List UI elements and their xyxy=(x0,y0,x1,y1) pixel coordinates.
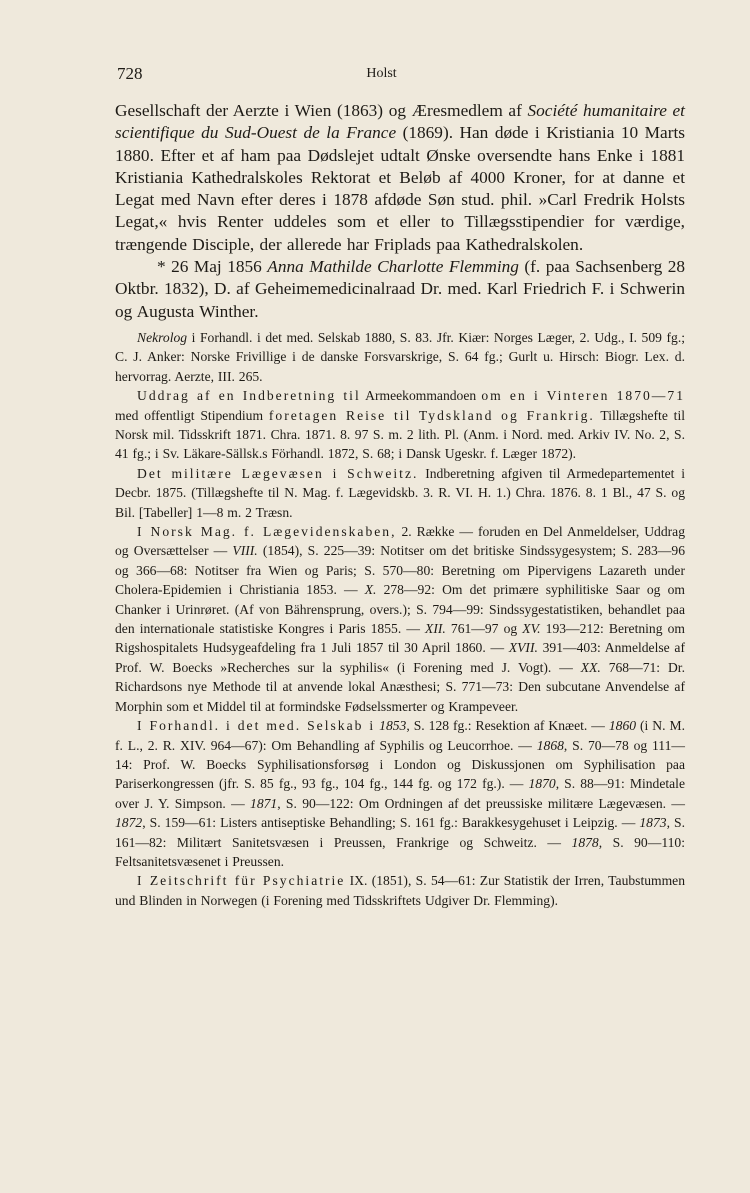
main-text xyxy=(115,100,685,323)
reference-norsk-mag: I Norsk Mag. f. Lægevidenskaben, 2. Række — foruden en Del Anmeldelser, Uddrag og Oversættelser — VIII. (1854), S. 225—39: Notitser om det britiske Sindssygesystem; S. 283—96 og 366—68: Notitser fra Wien og Paris; S. 570—80: Beretning om Pipervigens Lazareth under Cholera-Epidemien i Christiania 1853. — X. 278—92: Om det primære syphilitiske Saar og om Chanker i Urinrøret. (Af von Bährensprung, overs.); S. 794—99: Sindssygestatistiken, behandlet paa den internationale statistiske Kongres i Paris 1855. — XII. 761—97 og XV. 193—212: Beretning om Rigshospitalets Hudsygeafdeling fra 1 Juli 1857 til 30 April 1860. — XVII. 391—403: Anmeldelse af Prof. W. Boecks »Recherches sur la syphilis« (i Forening med J. Vogt). — XX. 768—71: Dr. Richardsons nye Methode til at anvende lokal Anæsthesi; S. 771—73: Den subcutane Anvendelse af Morphin som et Middel til at formindske Fødselssmerter og Krampeveer. xyxy=(115,524,686,714)
biography-paragraph: Gesellschaft der Aerzte i Wien (1863) og Æresmedlem af Société humanitaire et scientifique du Sud-Ouest de la France (1869). Han døde i Kristiania 10 Marts 1880. Efter et af ham paa Dødslejet udtalt Ønske oversendte hans Enke i 1881 Kristiania Kathedralskoles Rektorat et Beløb af 4000 Kroner, for at danne et Legat med Navn efter deres i 1878 afdøde Søn stud. phil. »Carl Fredrik Holsts Legat,« hvis Renter uddeles som et eller to Tillægsstipendier for værdige, trængende Disciple, der allerede har Friplads paa Kathedralskolen. xyxy=(115,101,685,254)
page-header xyxy=(117,64,646,88)
reference-zeitschrift: I Zeitschrift für Psychiatrie IX. (1851), S. 54—61: Zur Statistik der Irren, Taubstummen und Blinden in Norwegen (i Forening med Tidsskriftets Udgiver Dr. Flemming). xyxy=(115,873,686,908)
page-body xyxy=(115,100,685,910)
page-number: 728 xyxy=(117,64,143,83)
marriage-paragraph: * 26 Maj 1856 Anna Mathilde Charlotte Flemming (f. paa Sachsenberg 28 Oktbr. 1832), D. af Geheimemedicinalraad Dr. med. Karl Friedrich F. i Schwerin og Augusta Winther. xyxy=(115,257,685,321)
reference-forhandl: I Forhandl. i det med. Selskab i 1853, S. 128 fg.: Resektion af Knæet. — 1860 (i N. M. f. L., 2. R. XIV. 964—67): Om Behandling af Syphilis og Leucorrhoe. — 1868, S. 70—78 og 111—14: Prof. W. Boecks Syphilisationsforsøg i London og Diskussjonen om Syphilisation paa Pariserkongressen (jfr. S. 85 fg., 93 fg., 104 fg., 144 fg. og 172 fg.). — 1870, S. 88—91: Mindetale over J. Y. Simpson. — 1871, S. 90—122: Om Ordningen af det preussiske militære Lægevæsen. — 1872, S. 159—61: Listers antiseptiske Behandling; S. 161 fg.: Barakkesygehuset i Leipzig. — 1873, S. 161—82: Militært Sanitetsvæsen i Preussen, Frankrige og Schweitz. — 1878, S. 90—110: Feltsanitetsvæsenet i Preussen. xyxy=(115,718,685,869)
reference-schweitz: Det militære Lægevæsen i Schweitz. Indberetning afgiven til Armedepartementet i Decbr. 1875. (Tillægshefte til N. Mag. f. Lægevidskb. 3. R. VI. H. 1.) Chra. 1876. 8. 1 Bl., 47 S. og Bil. [Tabeller] 1—8 m. 2 Træsn. xyxy=(115,465,686,520)
running-title: Holst xyxy=(366,66,397,81)
reference-nekrolog: Nekrolog i Forhandl. i det med. Selskab 1880, S. 83. Jfr. Kiær: Norges Læger, 2. Udg., I. 509 fg.; C. J. Anker: Norske Frivillige i de danske Forsvarskrige, S. 64 fg.; Gurlt u. Hirsch: Biogr. Lex. d. hervorrag. Aerzte, III. 265. xyxy=(115,329,685,384)
references-section xyxy=(115,328,685,910)
reference-uddrag: Uddrag af en Indberetning til Armeekommandoen om en i Vinteren 1870—71 med offentligt Stipendium foretagen Reise til Tydskland og Frankrig. Tillægshefte til Norsk mil. Tidsskrift 1871. Chra. 1871. 8. 97 S. m. 2 lith. Pl. (Anm. i Nord. med. Arkiv IV. No. 2, S. 41 fg.; i Sv. Läkare-Sällsk.s Förhandl. 1872, S. 68; i Dansk Ugeskr. f. Læger 1872). xyxy=(115,388,686,462)
